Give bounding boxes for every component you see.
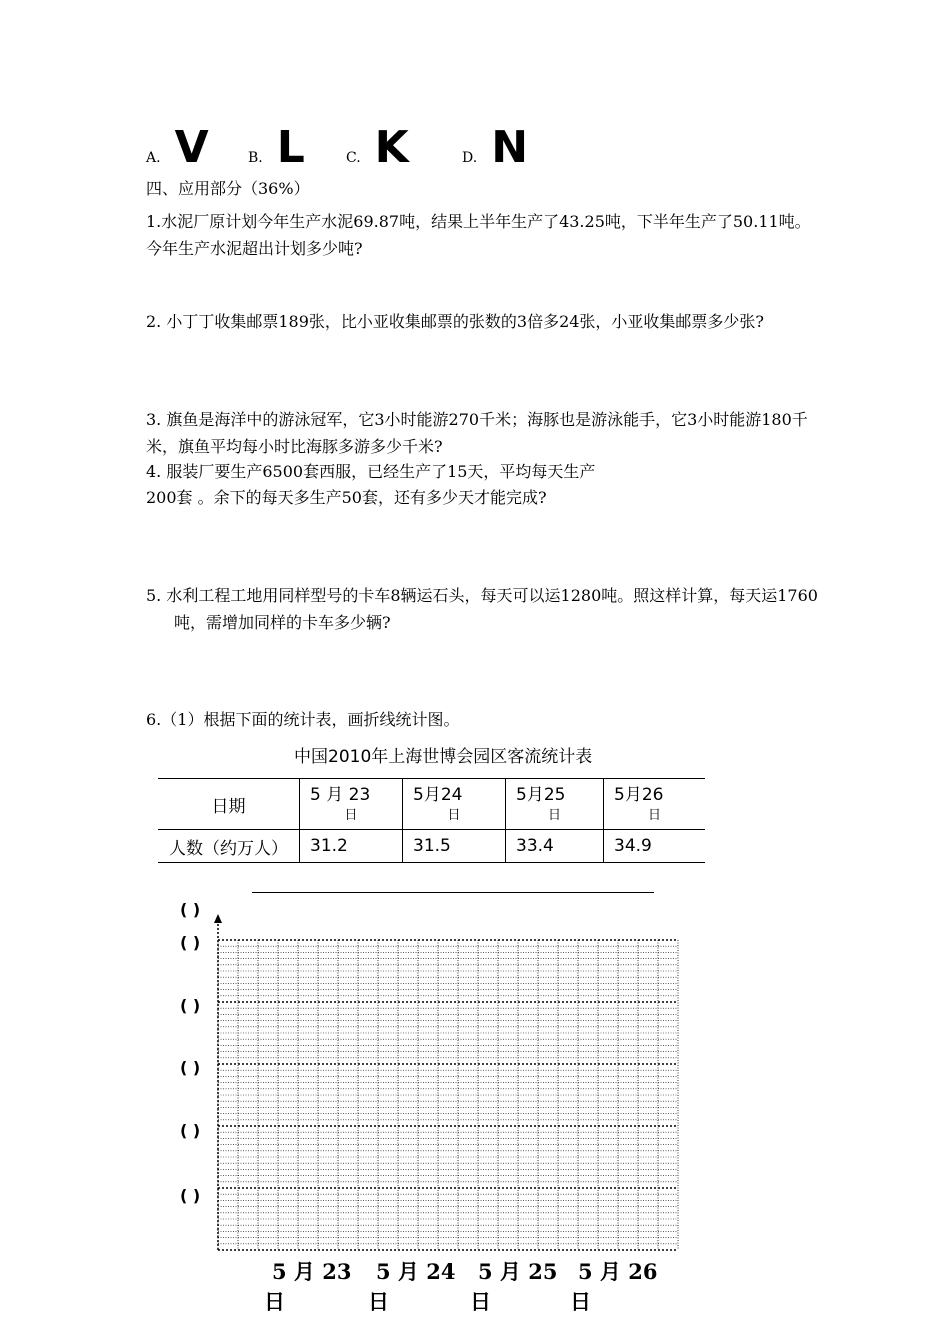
x-label: 5 月 24 (376, 1259, 456, 1284)
y-unit-blank[interactable]: ( ) (180, 900, 201, 919)
grid-lines (218, 940, 678, 1250)
value-cell: 31.2 (300, 830, 403, 863)
date-cell: 5 月 23 日 (300, 779, 403, 830)
chart-grid[interactable] (210, 910, 685, 1255)
x-label: 5 月 26 (578, 1259, 658, 1284)
table-title: 中国2010年上海世博会园区客流统计表 (294, 747, 593, 767)
question-2: 2. 小丁丁收集邮票189张，比小亚收集邮票的张数的3倍多24张，小亚收集邮票多少张? (146, 312, 765, 331)
option-c: C. K (346, 122, 409, 173)
y-tick-blank[interactable]: ( ) (180, 1058, 201, 1077)
y-tick-blank[interactable]: ( ) (180, 1186, 201, 1205)
y-tick-blank[interactable]: ( ) (180, 996, 201, 1015)
question-3: 3. 旗鱼是海洋中的游泳冠军，它3小时能游270千米；海豚也是游泳能手，它3小时能游180千米，旗鱼平均每小时比海豚多游多少千米? (146, 410, 808, 456)
question-4-line2: 200套 。余下的每天多生产50套，还有多少天才能完成? (146, 488, 547, 507)
section-heading: 四、应用部分（36%） (146, 179, 310, 198)
statistics-table (158, 778, 705, 863)
chart-title-blank[interactable] (252, 892, 654, 893)
option-d: D. N (462, 122, 529, 173)
y-axis-arrow-icon (214, 914, 222, 923)
x-label: 5 月 25 (478, 1259, 558, 1284)
x-label-day: 日 (264, 1289, 285, 1314)
question-6: 6.（1）根据下面的统计表，画折线统计图。 (146, 710, 460, 729)
value-cell: 34.9 (604, 830, 706, 863)
x-label-day: 日 (368, 1289, 389, 1314)
value-cell: 33.4 (506, 830, 604, 863)
option-a: A. V (146, 122, 209, 173)
x-label: 5 月 23 (272, 1259, 352, 1284)
date-cell: 5月26 日 (604, 779, 706, 830)
date-cell: 5月24 日 (403, 779, 506, 830)
table-row (158, 779, 705, 830)
count-header: 人数（约万人） (158, 830, 300, 863)
value-cell: 31.5 (403, 830, 506, 863)
table-row (158, 830, 705, 863)
option-b: B. L (248, 122, 305, 173)
question-1: 1.水泥厂原计划今年生产水泥69.87吨，结果上半年生产了43.25吨，下半年生产了50.11吨。今年生产水泥超出计划多少吨? (146, 212, 811, 258)
question-5: 5. 水利工程工地用同样型号的卡车8辆运石头，每天可以运1280吨。照这样计算，每天运1760吨，需增加同样的卡车多少辆? (146, 586, 818, 632)
date-header: 日期 (158, 779, 300, 830)
y-tick-blank[interactable]: ( ) (180, 933, 201, 952)
question-4-line1: 4. 服装厂要生产6500套西服，已经生产了15天，平均每天生产 (146, 462, 596, 481)
x-label-day: 日 (570, 1289, 591, 1314)
date-cell: 5月25 日 (506, 779, 604, 830)
y-tick-blank[interactable]: ( ) (180, 1121, 201, 1140)
x-label-day: 日 (470, 1289, 491, 1314)
